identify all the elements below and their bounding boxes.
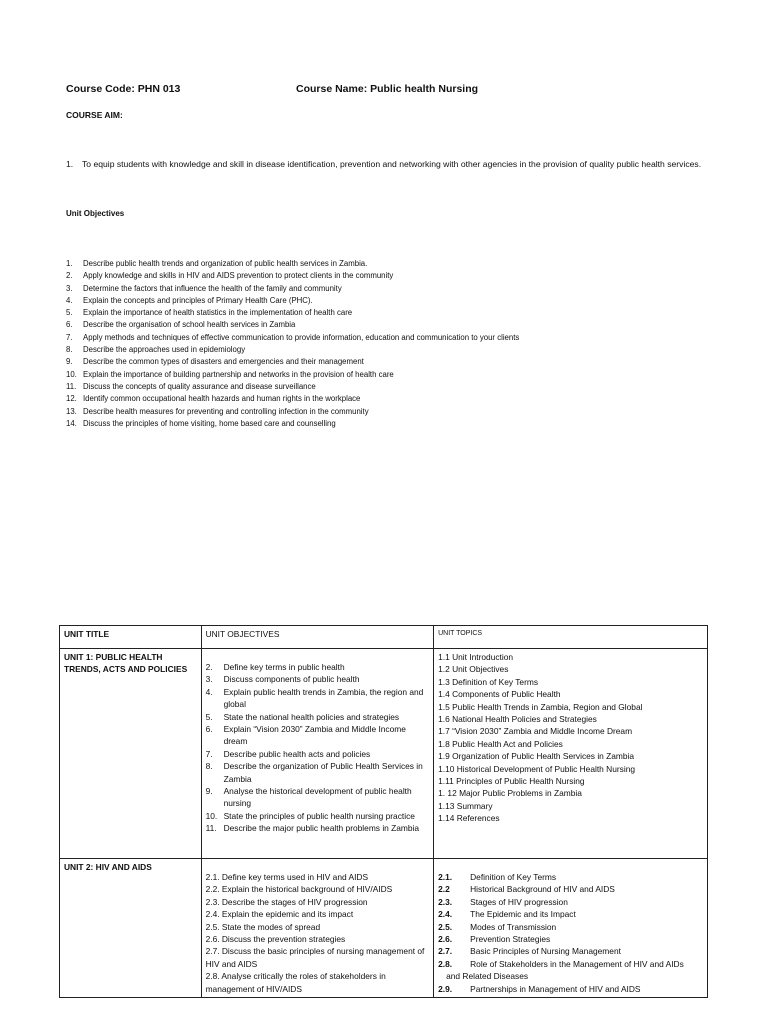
list-item-number: 8. bbox=[66, 345, 73, 355]
list-item bbox=[66, 393, 519, 405]
list-item-text: Describe the major public health problems in Zambia bbox=[223, 823, 420, 834]
unit-objectives-label: Unit Objectives bbox=[66, 209, 125, 218]
header-unit-topics: UNIT TOPICS bbox=[434, 626, 708, 649]
list-item bbox=[206, 711, 430, 723]
unit-2-topics bbox=[438, 871, 703, 995]
list-item-number: 6. bbox=[205, 724, 213, 735]
list-item: 1.7 “Vision 2030” Zambia and Middle Income Dream bbox=[438, 726, 633, 737]
list-item-number: 10. bbox=[205, 810, 218, 821]
list-item-number: 5. bbox=[66, 308, 73, 318]
list-item-number: 6. bbox=[66, 320, 73, 330]
list-item: 1.1 Unit Introduction bbox=[438, 652, 514, 662]
list-item-number: 2. bbox=[66, 271, 73, 281]
unit-1-title: UNIT 1: PUBLIC HEALTH TRENDS, ACTS AND POLICIES bbox=[60, 649, 202, 859]
course-aim-label: COURSE AIM: bbox=[66, 110, 123, 120]
list-item-number: 2.4. bbox=[438, 909, 453, 920]
list-item: 2.5. State the modes of spread bbox=[205, 921, 321, 932]
list-item: 2.8. Analyse critically the roles of stakeholders in management of HIV/AIDS bbox=[205, 971, 386, 994]
list-item: 1.11 Principles of Public Health Nursing bbox=[438, 776, 585, 787]
list-item: 1.9 Organization of Public Health Services in Zambia bbox=[438, 751, 635, 762]
list-item-text: Describe the common types of disasters and emergencies and their management bbox=[83, 357, 364, 367]
list-item bbox=[66, 258, 519, 270]
list-item bbox=[66, 307, 519, 319]
list-item bbox=[66, 381, 519, 393]
list-item-text: Explain the importance of building partnership and networks in the provision of health care bbox=[83, 369, 394, 379]
list-item-text: Analyse the historical development of public health nursing bbox=[223, 786, 412, 809]
list-item-text: Discuss the concepts of quality assurance and disease surveillance bbox=[83, 381, 316, 391]
list-item-text: State the national health policies and strategies bbox=[223, 711, 400, 722]
unit-1-objectives bbox=[206, 661, 430, 835]
list-item-text: State the principles of public health nursing practice bbox=[223, 810, 415, 821]
list-item: 1.5 Public Health Trends in Zambia, Region and Global bbox=[438, 701, 643, 712]
list-item-text: Explain the importance of health statistics in the implementation of health care bbox=[83, 308, 353, 318]
list-item-text: Define key terms in public health bbox=[223, 662, 345, 672]
list-item-number: 14. bbox=[66, 418, 77, 428]
list-item bbox=[206, 748, 430, 760]
list-item bbox=[206, 686, 430, 711]
list-item bbox=[66, 418, 519, 430]
list-item-text: Apply knowledge and skills in HIV and AIDS prevention to protect clients in the community bbox=[83, 271, 394, 281]
unit-2-title: UNIT 2: HIV AND AIDS bbox=[60, 859, 202, 998]
list-item bbox=[206, 760, 430, 785]
unit-2-topics-cell bbox=[434, 859, 708, 998]
list-item bbox=[206, 723, 430, 748]
list-item-number: 2. bbox=[205, 662, 213, 672]
list-item: 1.6 National Health Policies and Strategies bbox=[438, 714, 597, 725]
list-item bbox=[438, 958, 703, 983]
list-item-text: Describe the organization of Public Health Services in Zambia bbox=[223, 761, 423, 784]
list-item-number: 2.1. bbox=[438, 872, 453, 882]
unit-1-topics bbox=[438, 651, 703, 825]
list-item: 1. 12 Major Public Problems in Zambia bbox=[438, 788, 582, 799]
list-item bbox=[438, 945, 703, 957]
list-item-number: 4. bbox=[66, 295, 73, 305]
list-item-number: 13. bbox=[66, 406, 77, 416]
list-item-text: Explain “Vision 2030” Zambia and Middle Income dream bbox=[223, 724, 406, 747]
list-item: 1.8 Public Health Act and Policies bbox=[438, 738, 563, 749]
list-item bbox=[206, 822, 430, 834]
unit-objectives-list bbox=[66, 258, 519, 430]
list-item-number: 9. bbox=[66, 357, 73, 367]
unit-2-objectives-cell bbox=[201, 859, 434, 998]
list-item-text: Describe public health trends and organization of public health services in Zambia. bbox=[83, 259, 368, 268]
list-item: 2.2. Explain the historical background of HIV/AIDS bbox=[205, 884, 393, 895]
list-item: 2.6. Discuss the prevention strategies bbox=[205, 934, 346, 945]
list-item-number: 11. bbox=[205, 823, 217, 834]
list-item-number: 2.3. bbox=[438, 896, 453, 907]
list-item bbox=[438, 896, 703, 908]
list-item-text-continued: and Related Diseases bbox=[446, 971, 529, 982]
header-unit-objectives: UNIT OBJECTIVES bbox=[201, 626, 434, 649]
list-item-text: Describe the organisation of school health services in Zambia bbox=[83, 320, 296, 330]
course-name: Course Name: Public health Nursing bbox=[296, 83, 479, 95]
table-row-unit-1 bbox=[60, 649, 708, 859]
list-item bbox=[438, 883, 703, 895]
list-item: 2.3. Describe the stages of HIV progression bbox=[205, 896, 368, 907]
list-item: 1.4 Components of Public Health bbox=[438, 689, 561, 700]
list-item-number: 5. bbox=[205, 711, 213, 722]
list-item bbox=[438, 933, 703, 945]
list-item-number: 2.7. bbox=[438, 946, 453, 957]
course-aim-text: To equip students with knowledge and skill in disease identification, prevention and networking with other agencies in the provision of quality public health services. bbox=[82, 159, 702, 169]
list-item-number: 12. bbox=[66, 394, 77, 404]
table-row-unit-2 bbox=[60, 859, 708, 998]
list-item bbox=[66, 319, 519, 331]
list-item: 2.4. Explain the epidemic and its impact bbox=[205, 909, 354, 920]
list-item bbox=[438, 983, 703, 995]
list-item-number: 9. bbox=[205, 786, 213, 797]
course-code: Course Code: PHN 013 bbox=[66, 83, 181, 95]
list-item-text: Discuss components of public health bbox=[223, 674, 360, 685]
list-item-number: 2.2 bbox=[438, 884, 450, 895]
list-item-text: Determine the factors that influence the health of the family and community bbox=[83, 283, 342, 293]
list-item-text: Partnerships in Management of HIV and AIDS bbox=[470, 983, 641, 994]
list-item bbox=[66, 295, 519, 307]
list-item-text: Explain public health trends in Zambia, the region and global bbox=[223, 686, 424, 710]
list-item-text: Describe health measures for preventing and controlling infection in the community bbox=[83, 406, 369, 416]
list-item: 2.1. Define key terms used in HIV and AIDS bbox=[205, 872, 369, 882]
list-item: 1.13 Summary bbox=[438, 800, 493, 811]
list-item-text: Apply methods and techniques of effective communication to provide information, education and communication to your clients bbox=[83, 332, 520, 342]
list-item-text: Identify common occupational health hazards and human rights in the workplace bbox=[83, 394, 361, 404]
list-item-text: Definition of Key Terms bbox=[470, 872, 557, 882]
list-item bbox=[66, 406, 519, 418]
list-item-text: Historical Background of HIV and AIDS bbox=[470, 884, 615, 895]
list-item-number: 2.8. bbox=[438, 958, 453, 969]
list-item bbox=[206, 673, 430, 685]
list-item bbox=[66, 283, 519, 295]
units-table bbox=[59, 625, 708, 998]
list-item-text: Modes of Transmission bbox=[470, 921, 557, 932]
unit-1-objectives-cell bbox=[201, 649, 434, 859]
unit-2-objectives bbox=[206, 871, 430, 995]
list-item-number: 1. bbox=[66, 259, 73, 268]
list-item-number: 3. bbox=[66, 283, 73, 293]
list-item-number: 8. bbox=[205, 761, 213, 772]
list-item bbox=[206, 785, 430, 810]
list-item bbox=[66, 270, 519, 282]
unit-1-topics-cell bbox=[434, 649, 708, 859]
list-item-text: Prevention Strategies bbox=[470, 934, 551, 945]
list-item-number: 3. bbox=[205, 674, 213, 685]
list-item bbox=[66, 344, 519, 356]
list-item bbox=[438, 871, 703, 883]
list-item-text: Describe public health acts and policies bbox=[223, 748, 371, 759]
list-item-text: Basic Principles of Nursing Management bbox=[470, 946, 621, 957]
list-item bbox=[438, 921, 703, 933]
list-item bbox=[206, 810, 430, 822]
list-item-number: 11. bbox=[66, 381, 77, 391]
list-item-number: 2.5. bbox=[438, 921, 453, 932]
list-item-text: Describe the approaches used in epidemiology bbox=[83, 345, 246, 355]
list-item: 1.10 Historical Development of Public Health Nursing bbox=[438, 763, 636, 774]
course-aim-number: 1. bbox=[66, 159, 74, 169]
list-item-text: Discuss the principles of home visiting, home based care and counselling bbox=[83, 418, 336, 428]
list-item-number: 2.6. bbox=[438, 934, 453, 945]
header-unit-title: UNIT TITLE bbox=[60, 626, 202, 649]
list-item-number: 10. bbox=[66, 369, 77, 379]
course-aim-item bbox=[66, 158, 704, 171]
list-item bbox=[66, 332, 519, 344]
list-item bbox=[66, 369, 519, 381]
list-item: 1.2 Unit Objectives bbox=[438, 664, 509, 675]
list-item-text: Stages of HIV progression bbox=[470, 896, 568, 907]
list-item: 2.7. Discuss the basic principles of nursing management of HIV and AIDS bbox=[205, 946, 425, 969]
list-item-text: The Epidemic and its Impact bbox=[470, 909, 576, 920]
list-item-number: 2.9. bbox=[438, 983, 453, 994]
table-header-row bbox=[60, 626, 708, 649]
list-item-text: Explain the concepts and principles of Primary Health Care (PHC). bbox=[83, 295, 313, 305]
list-item: 1.3 Definition of Key Terms bbox=[438, 676, 539, 687]
list-item bbox=[438, 908, 703, 920]
list-item bbox=[206, 661, 430, 673]
list-item bbox=[66, 356, 519, 368]
list-item-number: 4. bbox=[205, 686, 213, 697]
list-item-number: 7. bbox=[66, 332, 73, 342]
list-item: 1.14 References bbox=[438, 813, 500, 824]
list-item-number: 7. bbox=[205, 748, 213, 759]
list-item-text: Role of Stakeholders in the Management of HIV and AIDs bbox=[470, 958, 684, 969]
